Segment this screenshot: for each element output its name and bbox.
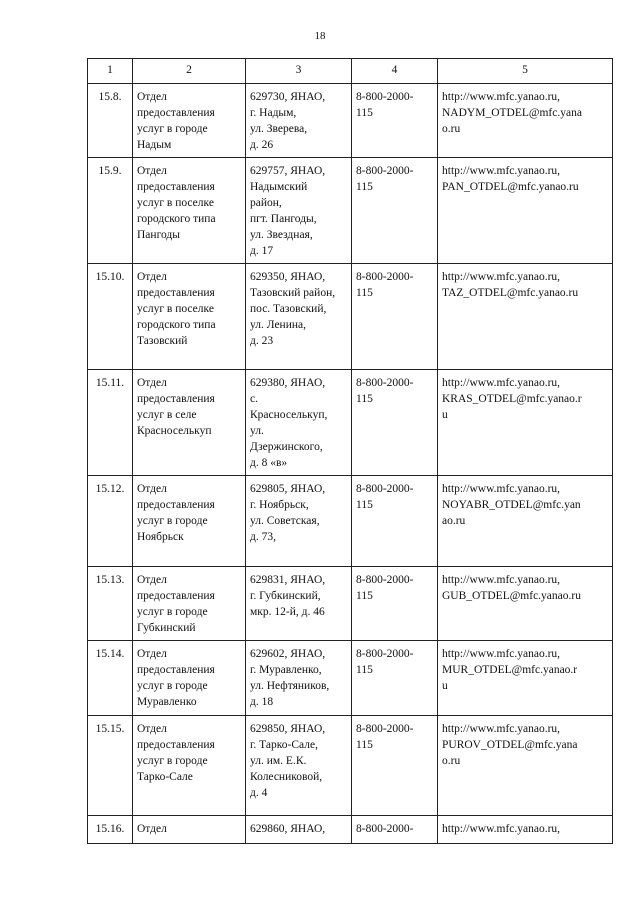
office-name-line: Ноябрьск [137,531,184,543]
office-name-line: услуг в городе [137,515,208,527]
office-phone-line: 115 [356,393,373,405]
office-address-line: г. Муравленко, [250,664,322,676]
row-number-cell [88,641,133,716]
office-contacts-line: MUR_OTDEL@mfc.yanao.r [442,664,578,676]
offices-table [87,58,613,844]
office-address-line: пгт. Пангоды, [250,213,317,225]
office-name-line: Отдел [137,271,167,283]
office-phone-line: 8-800-2000- [356,271,414,283]
office-address-line: ул. Советская, [250,515,320,527]
office-name-cell [133,716,246,816]
office-address-line: ул. [250,425,264,437]
office-contacts-line: o.ru [442,755,461,767]
office-address-cell [246,84,352,158]
row-number: 15.14. [95,648,125,660]
office-contacts-cell [438,816,613,844]
office-name-line: предоставления [137,664,215,676]
office-address-line: район, [250,197,282,209]
office-phone-line: 8-800-2000- [356,723,414,735]
row-number-cell [88,567,133,641]
row-number: 15.8. [98,91,122,103]
office-address-line: 629380, ЯНАО, [250,377,326,389]
office-phone-line: 115 [356,181,373,193]
office-address-cell [246,158,352,264]
office-contacts-line: u [442,409,448,421]
office-name-line: предоставления [137,739,215,751]
table-row [88,84,613,158]
office-contacts-cell [438,370,613,476]
office-name-line: услуг в поселке [137,303,214,315]
row-number-cell [88,476,133,567]
office-name-cell [133,264,246,370]
office-contacts-line: http://www.mfc.yanao.ru, [442,723,561,735]
office-name-line: предоставления [137,107,215,119]
office-address-line: д. 18 [250,696,274,708]
office-phone-cell [352,716,438,816]
office-address-line: д. 23 [250,335,274,347]
office-contacts-cell [438,716,613,816]
office-name-line: Отдел [137,723,167,735]
row-number: 15.13. [95,574,125,586]
office-name-line: услуг в городе [137,123,208,135]
office-address-line: 629350, ЯНАО, [250,271,326,283]
office-address-line: ул. Нефтяников, [250,680,330,692]
office-contacts-cell [438,84,613,158]
office-address-line: д. 73, [250,531,276,543]
office-name-cell [133,641,246,716]
office-address-cell [246,567,352,641]
header-cell: 2 [133,59,246,84]
table-row [88,816,613,844]
office-name-line: Пангоды [137,229,180,241]
office-phone-line: 115 [356,664,373,676]
office-contacts-line: NOYABR_OTDEL@mfc.yan [442,499,581,511]
table-row [88,716,613,816]
office-phone-line: 115 [356,287,373,299]
office-name-line: городского типа [137,213,216,225]
office-address-cell [246,370,352,476]
office-address-cell [246,816,352,844]
office-name-line: Отдел [137,823,167,835]
office-phone-cell [352,84,438,158]
office-address-line: г. Надым, [250,107,297,119]
header-cell: 5 [438,59,613,84]
office-name-cell [133,816,246,844]
office-contacts-line: http://www.mfc.yanao.ru, [442,574,561,586]
office-phone-cell [352,567,438,641]
row-number: 15.11. [95,377,125,389]
office-address-line: г. Ноябрьск, [250,499,309,511]
office-phone-cell [352,158,438,264]
office-address-line: Дзержинского, [250,441,323,453]
header-cell: 1 [88,59,133,84]
office-name-line: Муравленко [137,696,197,708]
office-address-line: 629757, ЯНАО, [250,165,326,177]
row-number: 15.12. [95,483,125,495]
table-row [88,476,613,567]
office-name-cell [133,158,246,264]
office-name-cell [133,84,246,158]
office-address-line: д. 17 [250,245,274,257]
office-name-line: предоставления [137,499,215,511]
office-contacts-line: GUB_OTDEL@mfc.yanao.ru [442,590,581,602]
office-name-line: Отдел [137,648,167,660]
office-name-line: Красноселькуп [137,425,212,437]
office-contacts-cell [438,264,613,370]
office-contacts-line: NADYM_OTDEL@mfc.yana [442,107,582,119]
table-row [88,567,613,641]
office-phone-line: 115 [356,739,373,751]
office-address-line: д. 26 [250,139,274,151]
office-name-line: предоставления [137,590,215,602]
office-name-line: услуг в поселке [137,197,214,209]
office-phone-cell [352,641,438,716]
office-address-line: ул. Звездная, [250,229,313,241]
office-phone-line: 115 [356,590,373,602]
office-address-line: мкр. 12-й, д. 46 [250,606,325,618]
office-name-line: Тазовский [137,335,188,347]
office-name-line: услуг в городе [137,606,208,618]
page-number: 18 [314,30,326,42]
office-contacts-line: http://www.mfc.yanao.ru, [442,91,561,103]
office-phone-line: 115 [356,107,373,119]
row-number-cell [88,370,133,476]
office-phone-cell [352,264,438,370]
row-number-cell [88,158,133,264]
office-name-cell [133,567,246,641]
office-contacts-cell [438,641,613,716]
office-contacts-line: PAN_OTDEL@mfc.yanao.ru [442,181,579,193]
office-name-line: Губкинский [137,622,196,634]
office-address-line: д. 8 «в» [250,457,288,469]
office-phone-line: 8-800-2000- [356,377,414,389]
office-address-cell [246,716,352,816]
office-phone-cell [352,816,438,844]
office-address-cell [246,476,352,567]
table-row [88,264,613,370]
header-cell: 4 [352,59,438,84]
office-address-line: Колесниковой, [250,771,323,783]
office-address-line: 629831, ЯНАО, [250,574,326,586]
office-name-line: предоставления [137,181,215,193]
office-contacts-line: http://www.mfc.yanao.ru, [442,377,561,389]
office-address-line: 629805, ЯНАО, [250,483,326,495]
office-phone-line: 8-800-2000- [356,91,414,103]
office-name-line: городского типа [137,319,216,331]
table-header-row [88,59,613,84]
row-number-cell [88,84,133,158]
office-name-line: услуг в селе [137,409,197,421]
office-address-line: Тазовский район, [250,287,336,299]
row-number: 15.9. [98,165,122,177]
row-number-cell [88,716,133,816]
office-address-line: ул. Зверева, [250,123,308,135]
office-address-cell [246,264,352,370]
office-address-line: 629860, ЯНАО, [250,823,326,835]
office-address-line: с. [250,393,258,405]
office-contacts-line: KRAS_OTDEL@mfc.yanao.r [442,393,582,405]
office-name-line: предоставления [137,393,215,405]
office-phone-line: 115 [356,499,373,511]
office-address-line: 629602, ЯНАО, [250,648,326,660]
office-address-line: ул. Ленина, [250,319,307,331]
office-name-line: Отдел [137,165,167,177]
office-address-line: ул. им. Е.К. [250,755,307,767]
office-contacts-line: o.ru [442,123,461,135]
office-phone-line: 8-800-2000- [356,574,414,586]
row-number-cell [88,816,133,844]
office-phone-cell [352,370,438,476]
office-contacts-line: http://www.mfc.yanao.ru, [442,823,561,835]
office-name-cell [133,476,246,567]
office-contacts-line: TAZ_OTDEL@mfc.yanao.ru [442,287,579,299]
office-address-line: 629730, ЯНАО, [250,91,326,103]
office-phone-cell [352,476,438,567]
office-contacts-line: PUROV_OTDEL@mfc.yana [442,739,578,751]
office-name-line: услуг в городе [137,755,208,767]
office-name-line: Отдел [137,574,167,586]
office-phone-line: 8-800-2000- [356,823,414,835]
office-contacts-line: u [442,680,448,692]
office-name-line: услуг в городе [137,680,208,692]
office-contacts-line: http://www.mfc.yanao.ru, [442,165,561,177]
office-address-line: д. 4 [250,787,268,799]
row-number-cell [88,264,133,370]
table-row [88,641,613,716]
office-phone-line: 8-800-2000- [356,648,414,660]
office-contacts-cell [438,567,613,641]
office-contacts-line: ao.ru [442,515,466,527]
office-address-line: 629850, ЯНАО, [250,723,326,735]
office-address-line: г. Губкинский, [250,590,321,602]
office-contacts-line: http://www.mfc.yanao.ru, [442,483,561,495]
office-address-cell [246,641,352,716]
table-row [88,370,613,476]
office-name-line: предоставления [137,287,215,299]
office-name-line: Тарко-Сале [137,771,193,783]
office-address-line: пос. Тазовский, [250,303,327,315]
office-phone-line: 8-800-2000- [356,483,414,495]
office-address-line: Красноселькуп, [250,409,328,421]
office-phone-line: 8-800-2000- [356,165,414,177]
office-address-line: Надымский [250,181,308,193]
row-number: 15.16. [95,823,125,835]
office-name-cell [133,370,246,476]
office-name-line: Отдел [137,483,167,495]
row-number: 15.10. [95,271,125,283]
header-cell: 3 [246,59,352,84]
row-number: 15.15. [95,723,125,735]
office-address-line: г. Тарко-Сале, [250,739,318,751]
office-name-line: Отдел [137,377,167,389]
office-name-line: Надым [137,139,172,151]
office-contacts-cell [438,158,613,264]
office-contacts-line: http://www.mfc.yanao.ru, [442,271,561,283]
office-contacts-line: http://www.mfc.yanao.ru, [442,648,561,660]
office-contacts-cell [438,476,613,567]
office-name-line: Отдел [137,91,167,103]
table-row [88,158,613,264]
